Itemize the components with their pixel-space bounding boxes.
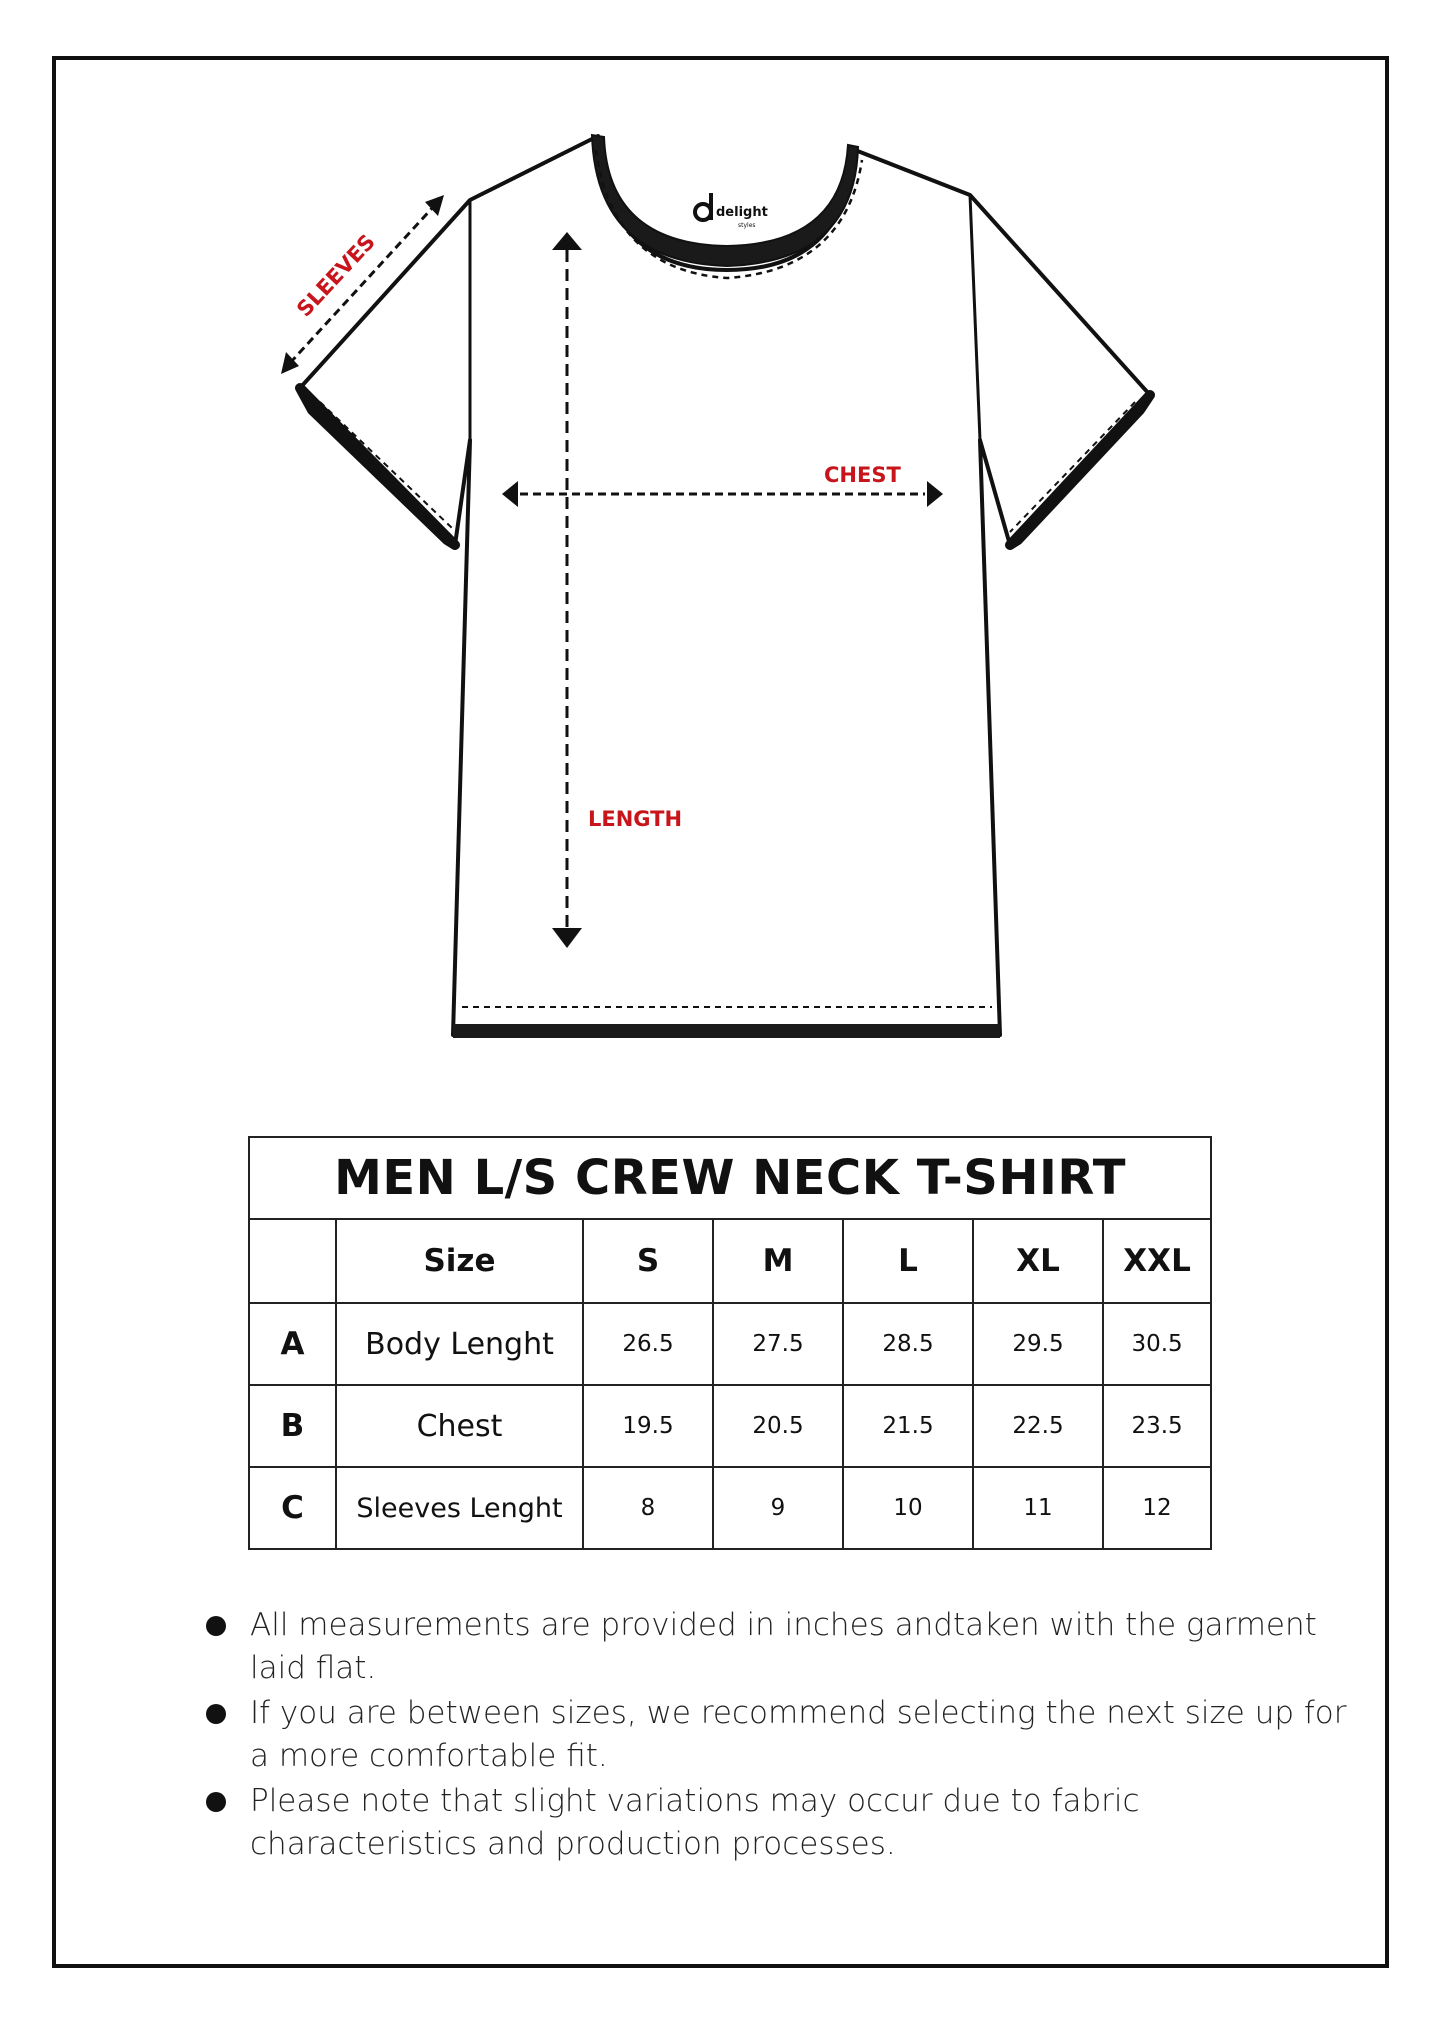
list-item: [206, 1692, 1356, 1778]
bullet-icon: [206, 1616, 226, 1636]
svg-text:delight: delight: [716, 205, 768, 220]
row-key: A: [249, 1303, 336, 1385]
brand-logo: [695, 193, 768, 229]
table-row: [249, 1385, 1211, 1467]
size-header-row: [249, 1219, 1211, 1303]
tshirt-outline: [300, 136, 1150, 1035]
cell-value: 23.5: [1103, 1385, 1211, 1467]
header-corner-cell: [249, 1219, 336, 1303]
size-chart-title: MEN L/S CREW NECK T-SHIRT: [249, 1137, 1211, 1219]
header-size-xl: XL: [973, 1219, 1103, 1303]
cell-value: 12: [1103, 1467, 1211, 1549]
row-name: Sleeves Lenght: [336, 1467, 583, 1549]
cell-value: 20.5: [713, 1385, 843, 1467]
list-item: [206, 1780, 1356, 1866]
cell-value: 11: [973, 1467, 1103, 1549]
hem-band: [453, 1024, 1000, 1038]
table-row: [249, 1303, 1211, 1385]
cell-value: 22.5: [973, 1385, 1103, 1467]
note-text: All measurements are provided in inches andtaken with the garment laid flat.: [250, 1607, 1317, 1686]
size-chart-table: [248, 1136, 1212, 1550]
row-name: Body Lenght: [336, 1303, 583, 1385]
header-size-label: Size: [336, 1219, 583, 1303]
cell-value: 9: [713, 1467, 843, 1549]
bullet-icon: [206, 1792, 226, 1812]
svg-text:styles: styles: [738, 222, 756, 229]
note-text: If you are between sizes, we recommend selecting the next size up for a more comfortable fit.: [250, 1695, 1347, 1774]
row-key: C: [249, 1467, 336, 1549]
table-row: [249, 1467, 1211, 1549]
cell-value: 21.5: [843, 1385, 973, 1467]
header-size-s: S: [583, 1219, 713, 1303]
header-size-l: L: [843, 1219, 973, 1303]
cell-value: 28.5: [843, 1303, 973, 1385]
sleeves-label: SLEEVES: [292, 229, 380, 322]
cell-value: 30.5: [1103, 1303, 1211, 1385]
chest-label: CHEST: [824, 463, 901, 487]
cell-value: 10: [843, 1467, 973, 1549]
list-item: [206, 1604, 1356, 1690]
cell-value: 27.5: [713, 1303, 843, 1385]
notes-list: [206, 1604, 1356, 1868]
length-label: LENGTH: [588, 807, 683, 831]
row-key: B: [249, 1385, 336, 1467]
cell-value: 26.5: [583, 1303, 713, 1385]
cell-value: 19.5: [583, 1385, 713, 1467]
header-size-xxl: XXL: [1103, 1219, 1211, 1303]
cell-value: 29.5: [973, 1303, 1103, 1385]
bullet-icon: [206, 1704, 226, 1724]
note-text: Please note that slight variations may occur due to fabric characteristics and production processes.: [250, 1783, 1140, 1862]
header-size-m: M: [713, 1219, 843, 1303]
row-name: Chest: [336, 1385, 583, 1467]
cell-value: 8: [583, 1467, 713, 1549]
